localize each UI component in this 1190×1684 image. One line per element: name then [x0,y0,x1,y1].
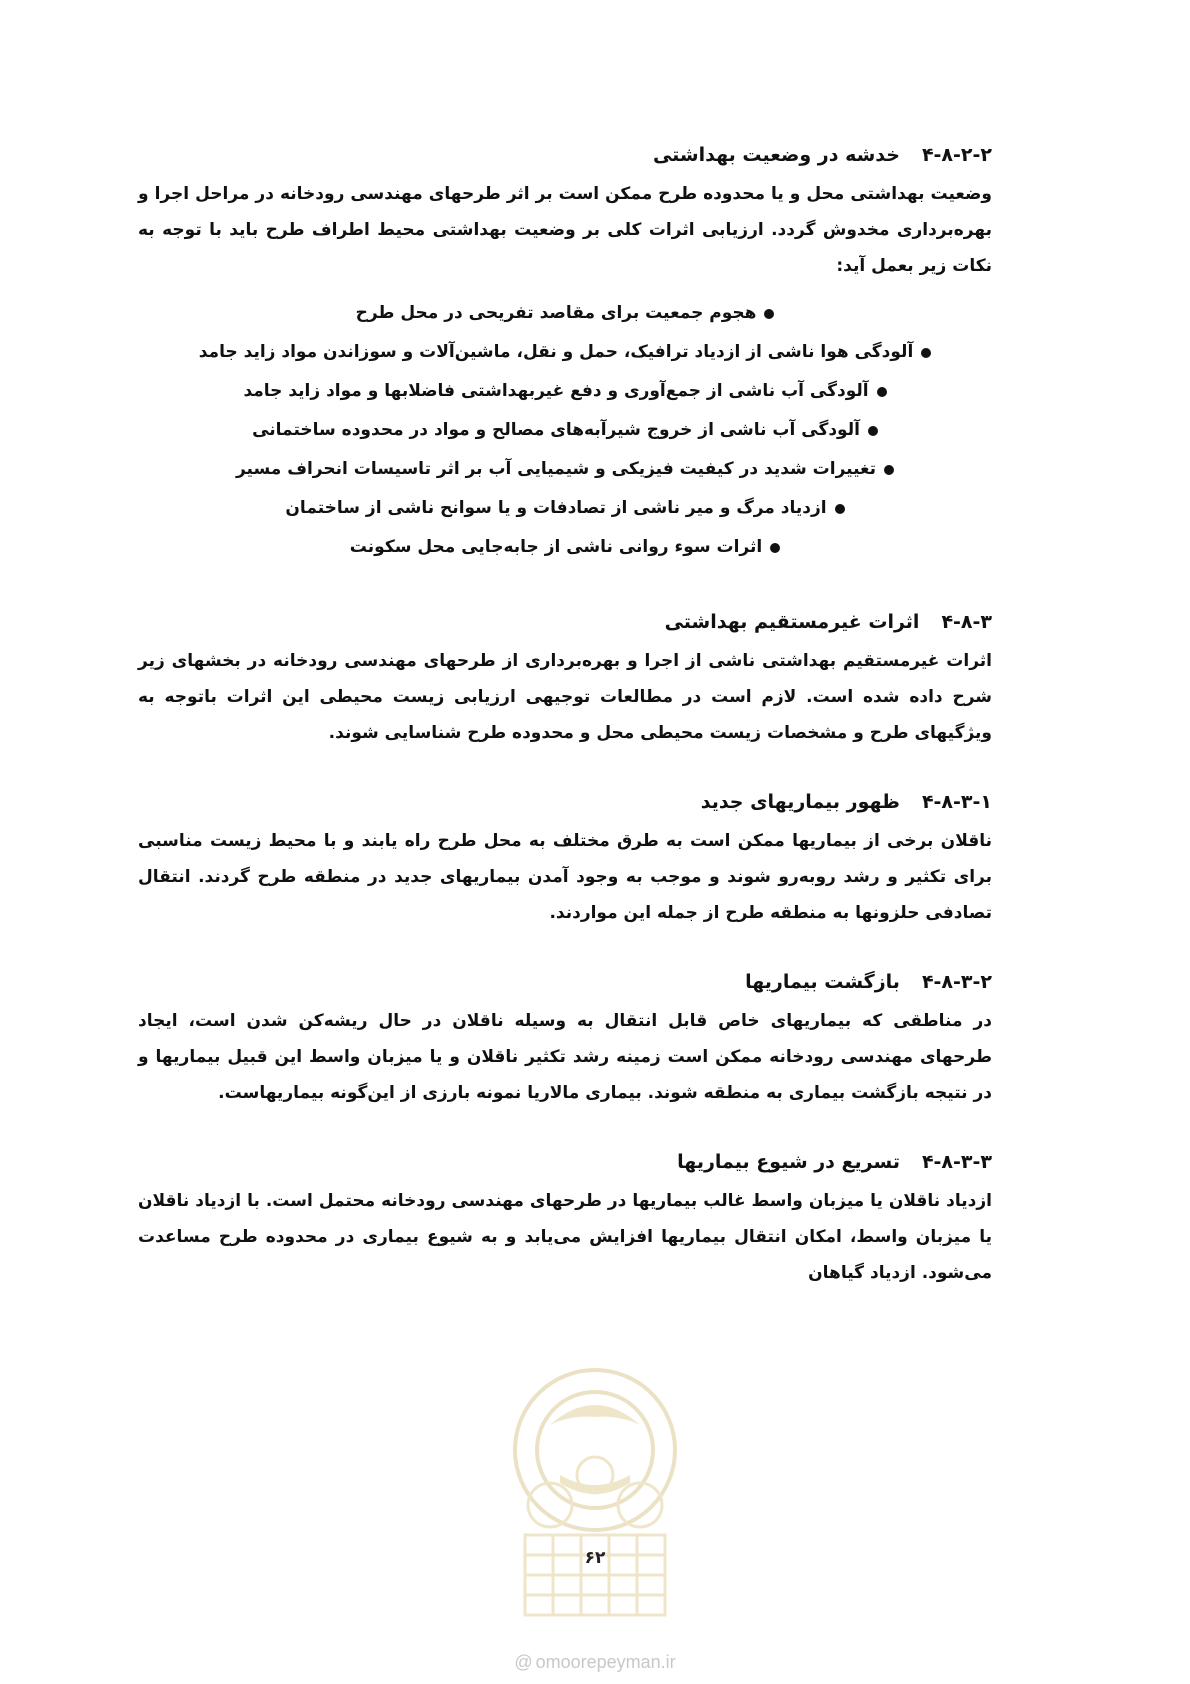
section-paragraph: ازدیاد ناقلان یا میزبان واسط غالب بیماریها در طرحهای مهندسی رودخانه محتمل است. با ازدیاد ناقلان یا میزبان واسط، امکان انتقال بیماریها افزایش می‌یابد و به شیوع بیماری در محدوده طرح مساعدت می‌شود. ازدیاد گیاهان [138,1191,992,1283]
section-title: بازگشت بیماریها [745,971,900,993]
section-paragraph: اثرات غیرمستقیم بهداشتی ناشی از اجرا و بهره‌برداری از طرحهای مهندسی رودخانه در بخشهای زیر شرح داده شده است. لازم است در مطالعات توجیهی ارزیابی زیست محیطی این اثرات باتوجه به ویژگیهای طرح و مشخصات زیست محیطی محل و محدوده طرح شناسایی شوند. [138,651,992,743]
section-paragraph: در مناطقی که بیماریهای خاص قابل انتقال به وسیله ناقلان در حال ریشه‌کن شدن است، ایجاد طرحهای مهندسی رودخانه ممکن است زمینه رشد تکثیر ناقلان و یا میزبان واسط این قبیل بیماریها و در نتیجه بازگشت بیماری به منطقه شوند. بیماری مالاریا نمونه بارزی از این‌گونه بیماریهاست. [138,1011,992,1103]
page-content [138,138,992,1291]
section-title: تسریع در شیوع بیماریها [677,1151,900,1173]
section-disease-return [138,965,992,1111]
footer-website [0,1652,1190,1673]
section-title: ظهور بیماریهای جدید [700,791,900,813]
bullet-list [138,294,992,567]
bullet-item: آلودگی آب ناشی از جمع‌آوری و دفع غیربهداشتی فاضلابها و مواد زاید جامد [243,372,886,411]
section-paragraph: وضعیت بهداشتی محل و یا محدوده طرح ممکن است بر اثر طرحهای مهندسی رودخانه در مراحل اجرا و بهره‌برداری مخدوش گردد. ارزیابی اثرات کلی بر وضعیت بهداشتی محیط اطراف طرح باید با توجه به نکات زیر بعمل آید: [138,184,992,276]
page-number: ۶۲ [584,1548,606,1568]
section-number: ۴-۸-۳-۳ [921,1151,992,1173]
section-new-diseases [138,785,992,931]
section-number: ۴-۸-۳-۱ [921,791,992,813]
bullet-item: آلودگی آب ناشی از خروج شیرآبه‌های مصالح و مواد در محدوده ساختمانی [252,411,878,450]
section-heading [138,1145,992,1179]
section-heading [138,785,992,819]
section-title: اثرات غیرمستقیم بهداشتی [664,611,920,633]
section-number: ۴-۸-۲-۲ [921,144,992,166]
section-hygiene-disruption [138,138,992,567]
section-heading [138,605,992,639]
bullet-item: اثرات سوء روانی ناشی از جابه‌جایی محل سکونت [350,528,780,567]
section-indirect-effects [138,605,992,751]
bullet-item: ازدیاد مرگ و میر ناشی از تصادفات و یا سوانح ناشی از ساختمان [285,489,844,528]
section-number: ۴-۸-۳ [941,611,992,633]
bullet-item: تغییرات شدید در کیفیت فیزیکی و شیمیایی آب بر اثر تاسیسات انحراف مسیر [236,450,894,489]
section-disease-spread [138,1145,992,1291]
bullet-item: آلودگی هوا ناشی از ازدیاد ترافیک، حمل و نقل، ماشین‌آلات و سوزاندن مواد زاید جامد [199,333,932,372]
at-icon: @ [514,1652,533,1672]
footer-site-text: omoorepeyman.ir [535,1652,676,1672]
section-paragraph: ناقلان برخی از بیماریها ممکن است به طرق مختلف به محل طرح راه یابند و با محیط زیست مناسبی برای تکثیر و رشد روبه‌رو شوند و موجب به وجود آمدن بیماریهای جدید در منطقه طرح گردند. انتقال تصادفی حلزونها به منطقه طرح از جمله این مواردند. [138,831,992,923]
bullet-item: هجوم جمعیت برای مقاصد تفریحی در محل طرح [356,294,775,333]
watermark-logo [490,1355,700,1625]
section-heading [138,138,992,172]
section-heading [138,965,992,999]
section-title: خدشه در وضعیت بهداشتی [652,144,900,166]
section-number: ۴-۸-۳-۲ [921,971,992,993]
